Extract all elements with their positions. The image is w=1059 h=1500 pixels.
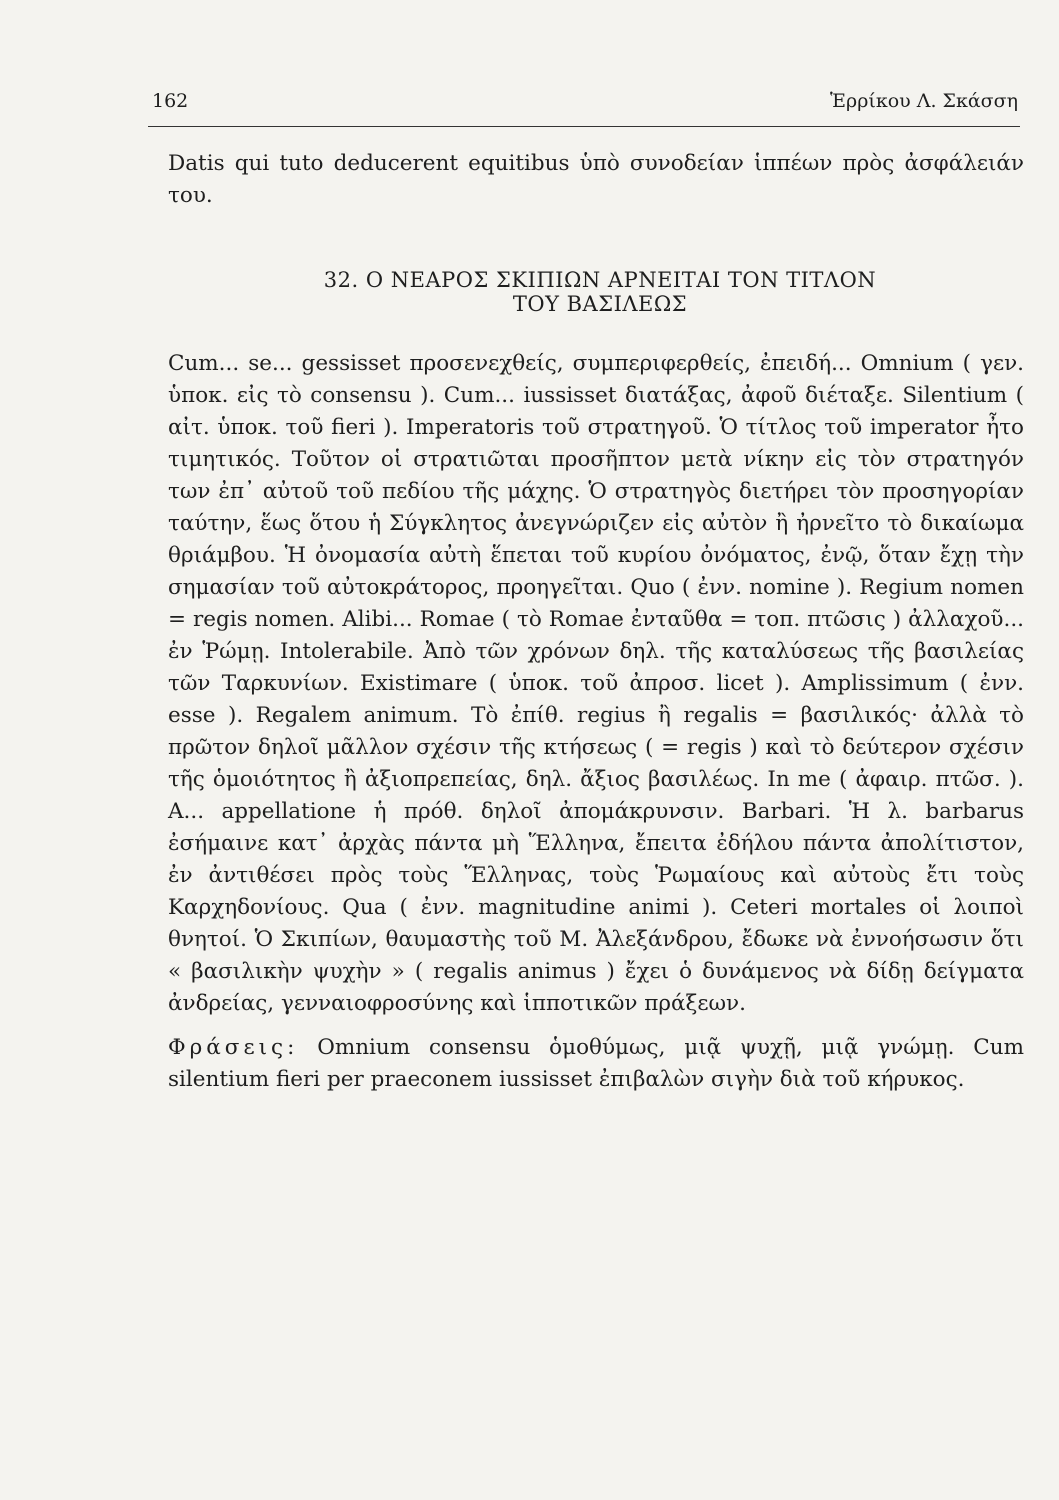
intro-paragraph: Datis qui tuto deducerent equitibus ὑπὸ συνοδείαν ἱππέων πρὸς ἀσφάλειάν του. — [168, 151, 1024, 208]
phrases-text: Omnium consensu ὁμοθύμως, μιᾷ ψυχῇ, μιᾷ γνώμῃ. Cum silentium fieri per praeconem iussisset ἐπιβαλὼν σιγὴν διὰ τοῦ κήρυκος. — [168, 1035, 1024, 1092]
section-title-line-2: ΤΟΥ ΒΑΣΙΛΕΩΣ — [512, 292, 688, 316]
phrases-label: Φράσεις: — [168, 1035, 299, 1060]
header-rule — [148, 126, 1020, 127]
running-head: Ἑρρίκου Λ. Σκάσση — [830, 90, 1018, 112]
commentary-paragraph: Cum... se... gessisset προσενεχθείς, συμπεριφερθείς, ἐπειδή... Omnium ( γεν. ὑποκ. εἰς τὸ consensu ). Cum... iussisset διατάξας, ἀφοῦ διέταξε. Silentium ( αἰτ. ὑποκ. τοῦ fieri ). Imperatoris τοῦ στρατηγοῦ. Ὁ τίτλος τοῦ imperator ἦτο τιμητικός. Τοῦτον οἱ στρατιῶται προσῆπτον μετὰ νίκην εἰς τὸν στρατηγόν των ἐπ᾽ αὐτοῦ τοῦ πεδίου τῆς μάχης. Ὁ στρατηγὸς διετήρει τὸν προσηγορίαν ταύτην, ἕως ὅτου ἡ Σύγκλητος ἀνεγνώριζεν εἰς αὐτὸν ἢ ἠρνεῖτο τὸ δικαίωμα θριάμβου. Ἡ ὀνομασία αὐτὴ ἕπεται τοῦ κυρίου ὀνόματος, ἐνῷ, ὅταν ἔχῃ τὴν σημασίαν τοῦ αὐτοκράτορος, προηγεῖται. Quo ( ἐνν. nomine ). Regium nomen = regis nomen. Alibi... Romae ( τὸ Romae ἐνταῦθα = τοπ. πτῶσις ) ἀλλαχοῦ... ἐν Ῥώμῃ. Intolerabile. Ἀπὸ τῶν χρόνων δηλ. τῆς καταλύσεως τῆς βασιλείας τῶν Ταρκυνίων. Existimare ( ὑποκ. τοῦ ἀπροσ. licet ). Amplissimum ( ἐνν. esse ). Regalem animum. Τὸ ἐπίθ. regius ἢ regalis = βασιλικός· ἀλλὰ τὸ πρῶτον δηλοῖ μᾶλλον σχέσιν τῆς κτήσεως ( = regis ) καὶ τὸ δεύτερον σχέσιν τῆς ὁμοιότητος ἢ ἀξιοπρεπείας, δηλ. ἄξιος βασιλέως. In me ( ἀφαιρ. πτῶσ. ). A... appellatione ἡ πρόθ. δηλοῖ ἀπομάκρυνσιν. Barbari. Ἡ λ. barbarus ἐσήμαινε κατ᾽ ἀρχὰς πάντα μὴ Ἕλληνα, ἔπειτα ἐδήλου πάντα ἀπολίτιστον, ἐν ἀντιθέσει πρὸς τοὺς Ἕλληνας, τοὺς Ῥωμαίους καὶ αὐτοὺς ἔτι τοὺς Καρχηδονίους. Qua ( ἐνν. magnitudine animi ). Ceteri mortales οἱ λοιποὶ θνητοί. Ὁ Σκιπίων, θαυμαστὴς τοῦ Μ. Ἀλεξάνδρου, ἔδωκε νὰ ἐννοήσωσιν ὅτι « βασιλικὴν ψυχὴν » ( regalis animus ) ἔχει ὁ δυνάμενος νὰ δίδῃ δείγματα ἀνδρείας, γενναιοφροσύνης καὶ ἱπποτικῶν πράξεων. — [168, 351, 1024, 1016]
page-number: 162 — [152, 90, 189, 112]
page-header — [152, 90, 1018, 120]
page-body — [168, 148, 1024, 1096]
section-title-line-1: 32. Ο ΝΕΑΡΟΣ ΣΚΙΠΙΩΝ ΑΡΝΕΙΤΑΙ ΤΟΝ ΤΙΤΛΟΝ — [323, 268, 877, 292]
section-title — [176, 268, 1024, 316]
phrases-paragraph — [168, 1032, 1024, 1096]
